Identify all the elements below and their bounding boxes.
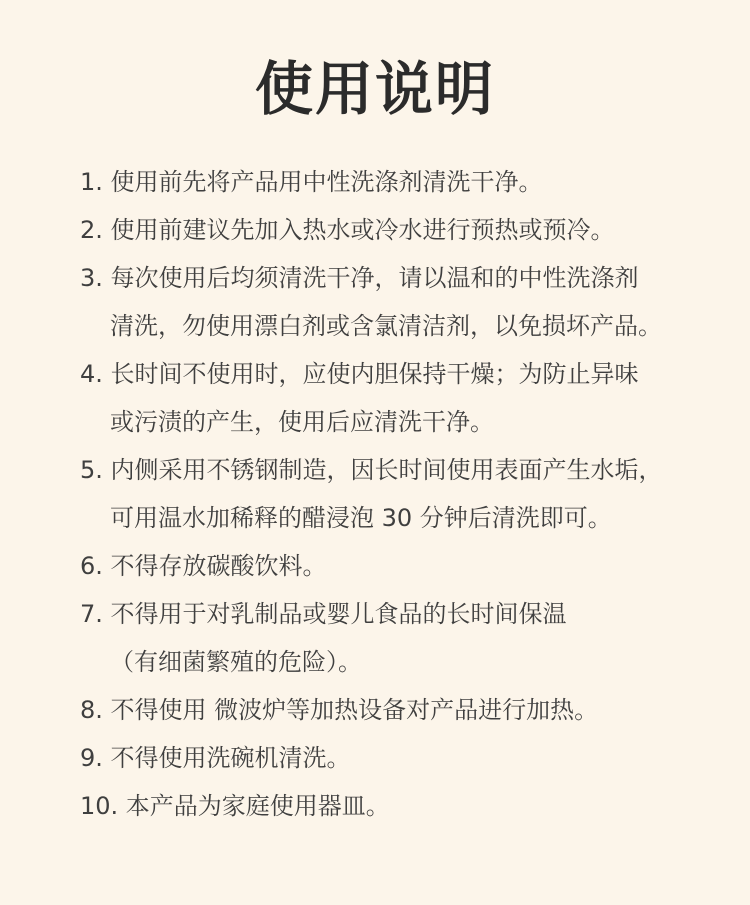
item-text: 不得使用洗碗机清洗。 bbox=[102, 744, 351, 772]
item-text: 本产品为家庭使用器皿。 bbox=[118, 792, 390, 820]
item-text: 使用前建议先加入热水或冷水进行预热或预冷。 bbox=[102, 216, 615, 244]
item-text: 使用前先将产品用中性洗涤剂清洗干净。 bbox=[102, 168, 543, 196]
item-number: 7. bbox=[80, 600, 103, 628]
page-title: 使用说明 bbox=[254, 55, 495, 123]
list-item bbox=[80, 350, 720, 446]
item-text-continued: 清洗，勿使用漂白剂或含氯清洁剂，以免损坏产品。 bbox=[110, 312, 662, 340]
list-item bbox=[80, 542, 720, 590]
item-number: 1. bbox=[80, 168, 103, 196]
item-number: 8. bbox=[80, 696, 103, 724]
item-number: 10. bbox=[80, 792, 119, 820]
list-item bbox=[80, 206, 720, 254]
item-number: 9. bbox=[80, 744, 103, 772]
item-number: 6. bbox=[80, 552, 103, 580]
list-item bbox=[80, 254, 720, 350]
item-number: 2. bbox=[80, 216, 103, 244]
list-item bbox=[80, 686, 720, 734]
list-item bbox=[80, 590, 720, 686]
item-text: 每次使用后均须清洗干净，请以温和的中性洗涤剂 bbox=[102, 264, 639, 292]
item-number: 5. bbox=[80, 456, 103, 484]
item-text: 不得存放碳酸饮料。 bbox=[102, 552, 327, 580]
item-text: 不得用于对乳制品或婴儿食品的长时间保温 bbox=[102, 600, 567, 628]
item-text: 不得使用 微波炉等加热设备对产品进行加热。 bbox=[102, 696, 599, 724]
item-text: 长时间不使用时，应使内胆保持干燥；为防止异味 bbox=[102, 360, 639, 388]
item-text: 内侧采用不锈钢制造，因长时间使用表面产生水垢， bbox=[102, 456, 663, 484]
item-text-continued: 可用温水加稀释的醋浸泡 30 分钟后清洗即可。 bbox=[110, 504, 612, 532]
item-text-continued: 或污渍的产生，使用后应清洗干净。 bbox=[110, 408, 494, 436]
list-item bbox=[80, 446, 720, 542]
list-item bbox=[80, 782, 720, 830]
list-item bbox=[80, 734, 720, 782]
item-number: 4. bbox=[80, 360, 103, 388]
item-text-continued: （有细菌繁殖的危险）。 bbox=[110, 648, 362, 676]
instruction-list bbox=[80, 158, 720, 830]
list-item bbox=[80, 158, 720, 206]
item-number: 3. bbox=[80, 264, 103, 292]
